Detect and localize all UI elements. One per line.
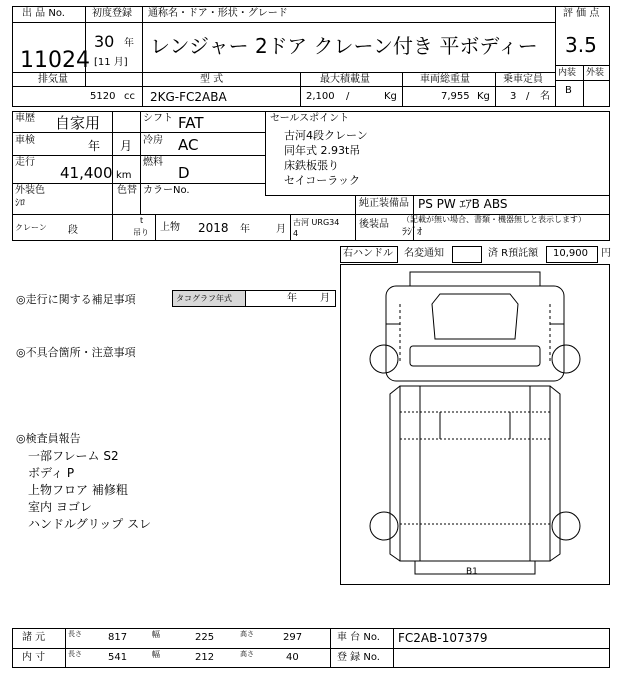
inspector-item-5: ハンドルグリップ スレ — [28, 517, 152, 531]
recycle-label: 済 R預託額 — [488, 248, 539, 259]
cab-outline — [386, 286, 564, 381]
rear-right-wheel — [552, 512, 580, 540]
displacement-label: 排気量 — [38, 74, 68, 85]
in-width-label: 幅 — [152, 650, 160, 659]
max-load-label: 最大積載量 — [320, 74, 370, 85]
history-value: 自家用 — [55, 114, 101, 132]
first-reg-year: 30 — [94, 32, 115, 51]
body-label: 上物 — [160, 222, 180, 233]
row1-label: 諸 元 — [22, 632, 46, 643]
body-year-unit: 年 — [240, 224, 250, 235]
body-maker: 古河 URG34 — [293, 218, 340, 227]
body-maker-sub: 4 — [293, 229, 299, 238]
max-load-sep: / — [346, 91, 350, 102]
ext-color-label: 外装色 — [15, 185, 45, 196]
after-equipment-note: （記載が無い場合、書類・機器無しと表示します） — [402, 215, 586, 224]
color-sign-label: 色替 — [117, 185, 137, 196]
color-no-label: カラーNo. — [143, 185, 190, 196]
mileage-value: 41,400 — [60, 164, 113, 182]
rear-left-wheel — [370, 512, 398, 540]
shift-label: シフト — [143, 113, 173, 124]
in-width: 212 — [195, 652, 215, 663]
gross-weight-label: 車両総重量 — [420, 74, 470, 85]
inspection-label: 車検 — [15, 135, 35, 146]
cargo-bed — [400, 386, 550, 561]
interior-label: 内装 — [558, 68, 577, 78]
crane-stage-unit: 段 — [68, 225, 78, 236]
capacity-unit: 名 — [540, 91, 550, 102]
std-equipment-label: 純正装備品 — [359, 198, 409, 209]
sales-point-4: セイコーラック — [284, 174, 361, 187]
after-equipment-value: ﾗｼﾞｵ — [402, 227, 422, 238]
spec-width: 225 — [195, 632, 215, 643]
car-name: レンジャー 2ドア クレーン付き 平ボディー — [150, 34, 538, 58]
inspector-item-3: 上物フロア 補修粗 — [28, 483, 128, 497]
inspection-year: 年 — [88, 139, 101, 153]
crane-ton: t — [140, 216, 144, 225]
diagram-mark: B1 — [466, 567, 478, 577]
inspection-month: 月 — [120, 139, 133, 153]
inspector-item-2: ボディ P — [28, 466, 75, 480]
displacement-unit: cc — [124, 91, 135, 102]
grade-value: 3.5 — [565, 33, 597, 57]
capacity-label: 乗車定員 — [503, 74, 543, 85]
bumper — [410, 346, 540, 366]
grade-label: 評 価 点 — [563, 8, 600, 19]
mileage-label: 走行 — [15, 157, 35, 168]
fuel-value: D — [178, 164, 190, 182]
reg-label: 登 録 No. — [337, 652, 380, 663]
sales-point-2: 同年式 2.93t吊 — [284, 144, 361, 157]
in-length-label: 長さ — [68, 650, 82, 658]
capacity-value: 3 — [510, 91, 517, 102]
gross-weight-value: 7,955 — [441, 91, 470, 102]
defects-title: ◎不具合箇所・注意事項 — [16, 346, 136, 359]
spec-width-label: 幅 — [152, 630, 160, 639]
supplement-title: ◎走行に関する補足事項 — [16, 293, 136, 306]
in-length: 541 — [108, 652, 128, 663]
chassis-no: FC2AB-107379 — [398, 631, 488, 645]
mirror-bar — [410, 272, 540, 286]
displacement-value: 5120 — [90, 91, 116, 102]
body-month-unit: 月 — [276, 224, 286, 235]
spec-length-label: 長さ — [68, 630, 82, 638]
max-load-unit: Kg — [384, 91, 397, 102]
body-year: 2018 — [198, 221, 229, 235]
fuel-label: 燃料 — [143, 157, 163, 168]
inspector-item-4: 室内 ヨゴレ — [28, 500, 92, 514]
crane-label: クレーン — [15, 223, 47, 232]
inspector-title: ◎検査員報告 — [16, 432, 81, 445]
first-reg-year-unit: 年 — [124, 38, 134, 49]
model-label: 型 式 — [200, 74, 224, 85]
chassis-label: 車 台 No. — [337, 632, 380, 643]
lot-number: 11024 — [20, 48, 90, 73]
recycle-value: 10,900 — [553, 248, 588, 259]
first-reg-month: [11 月] — [94, 57, 128, 68]
ext-color-value: ｼﾛ — [15, 198, 25, 209]
crane-hoist: 吊り — [133, 228, 149, 237]
spec-height-label: 高さ — [240, 630, 254, 638]
name-change-box — [452, 246, 482, 263]
ac-value: AC — [178, 136, 199, 154]
front-left-wheel — [370, 345, 398, 373]
after-equipment-label: 後装品 — [359, 219, 389, 230]
max-load-value: 2,100 — [306, 91, 335, 102]
gross-weight-unit: Kg — [477, 91, 490, 102]
shift-value: FAT — [178, 114, 204, 132]
spec-height: 297 — [283, 632, 303, 643]
inspector-item-1: 一部フレーム S2 — [28, 449, 119, 463]
tacho-label: タコグラフ年式 — [176, 294, 232, 303]
recycle-unit: 円 — [601, 248, 611, 259]
windshield — [432, 294, 518, 339]
model-value: 2KG-FC2ABA — [150, 90, 227, 104]
in-height: 40 — [286, 652, 299, 663]
interior-value: B — [565, 85, 572, 96]
exterior-label: 外装 — [586, 68, 605, 78]
row2-label: 内 寸 — [22, 652, 46, 663]
mileage-unit: km — [116, 170, 132, 181]
sales-points-label: セールスポイント — [270, 113, 350, 124]
sales-point-1: 古河4段クレーン — [284, 129, 368, 142]
spec-length: 817 — [108, 632, 128, 643]
std-equipment-value: PS PW ｴｱB ABS — [418, 197, 508, 211]
steering-value: 右ハンドル — [343, 248, 393, 259]
name-change-label: 名変通知 — [404, 248, 444, 259]
tacho-month: 月 — [320, 293, 330, 304]
name-label: 通称名・ドア・形状・グレード — [148, 8, 288, 19]
lot-label: 出 品 No. — [22, 8, 65, 19]
front-right-wheel — [552, 345, 580, 373]
history-label: 車歴 — [15, 113, 35, 124]
sales-point-3: 床鉄板張り — [284, 159, 339, 172]
in-height-label: 高さ — [240, 650, 254, 658]
tacho-year: 年 — [287, 293, 297, 304]
ac-label: 冷房 — [143, 135, 163, 146]
truck-diagram — [340, 264, 610, 585]
capacity-sep: / — [526, 91, 530, 102]
first-reg-label: 初度登録 — [92, 8, 132, 19]
